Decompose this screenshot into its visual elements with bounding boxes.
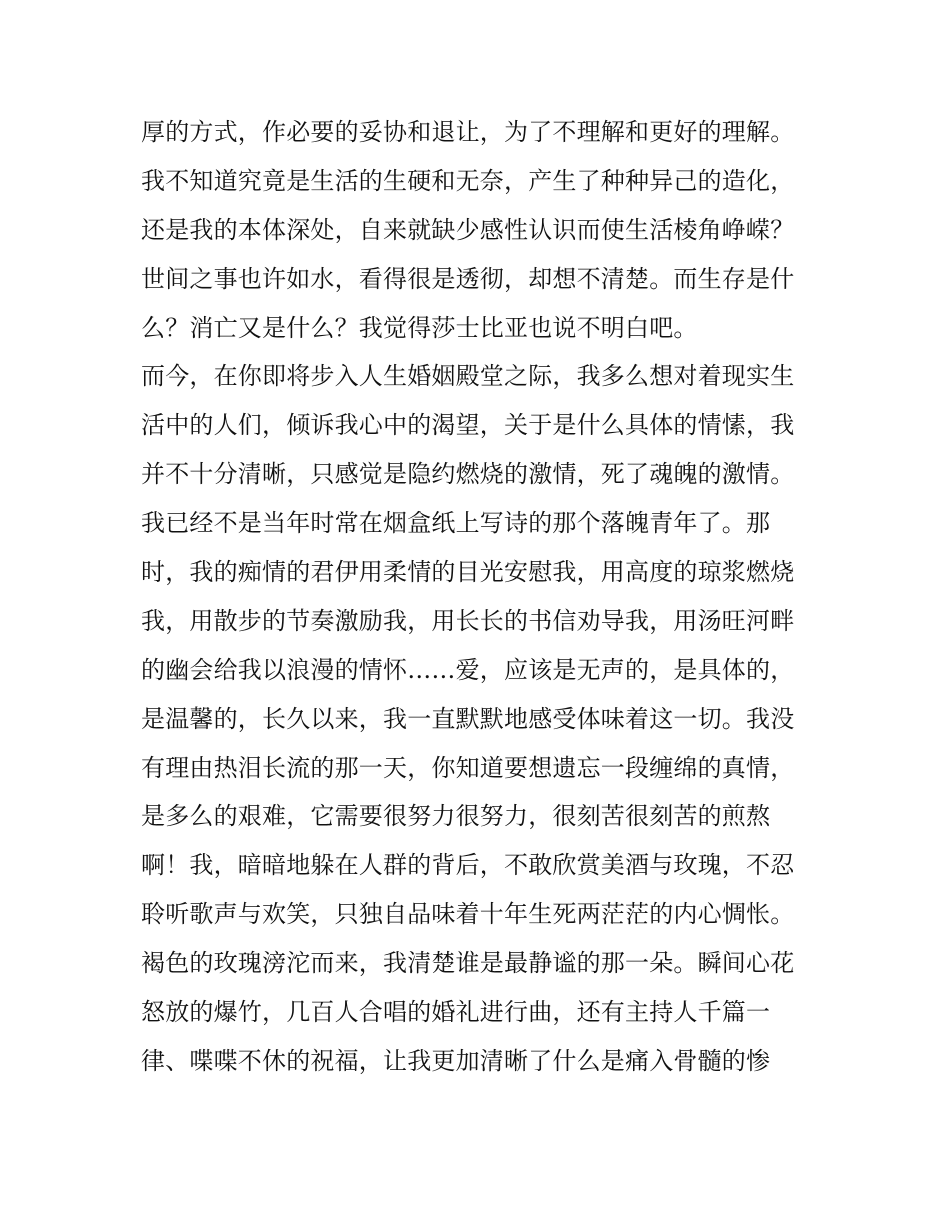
text-line: 时，我的痴情的君伊用柔情的目光安慰我，用高度的琼浆燃烧 xyxy=(141,558,795,587)
text-line: 啊！我，暗暗地躲在人群的背后，不敢欣赏美酒与玫瑰，不忍 xyxy=(141,851,795,880)
text-line: 我已经不是当年时常在烟盒纸上写诗的那个落魄青年了。那 xyxy=(141,509,771,538)
text-line: 聆听歌声与欢笑，只独自品味着十年生死两茫茫的内心惆怅。 xyxy=(141,900,795,929)
text-line: 的幽会给我以浪漫的情怀……爱，应该是无声的，是具体的， xyxy=(141,655,795,684)
text-line: 我不知道究竟是生活的生硬和无奈，产生了种种异己的造化， xyxy=(141,166,795,195)
text-line: 厚的方式，作必要的妥协和退让，为了不理解和更好的理解。 xyxy=(141,118,795,146)
text-line: 么？消亡又是什么？我觉得莎士比亚也说不明白吧。 xyxy=(141,313,698,342)
text-line: 有理由热泪长流的那一天，你知道要想遗忘一段缠绵的真情， xyxy=(141,753,795,782)
body-text xyxy=(141,108,821,1086)
text-line: 褐色的玫瑰滂沱而来，我清楚谁是最静谧的那一朵。瞬间心花 xyxy=(141,949,795,978)
text-line: 怒放的爆竹，几百人合唱的婚礼进行曲，还有主持人千篇一 xyxy=(141,998,771,1027)
text-line: 是温馨的，长久以来，我一直默默地感受体味着这一切。我没 xyxy=(141,704,795,733)
text-line: 活中的人们，倾诉我心中的渴望，关于是什么具体的情愫，我 xyxy=(141,411,795,440)
text-line: 世间之事也许如水，看得很是透彻，却想不清楚。而生存是什 xyxy=(141,264,795,293)
text-line: 而今，在你即将步入人生婚姻殿堂之际，我多么想对着现实生 xyxy=(141,362,795,391)
text-line: 还是我的本体深处，自来就缺少感性认识而使生活棱角峥嵘？ xyxy=(141,215,795,244)
text-line: 并不十分清晰，只感觉是隐约燃烧的激情，死了魂魄的激情。 xyxy=(141,460,795,489)
text-line: 律、喋喋不休的祝福，让我更加清晰了什么是痛入骨髓的惨 xyxy=(141,1046,771,1075)
text-line: 我，用散步的节奏激励我，用长长的书信劝导我，用汤旺河畔 xyxy=(141,606,795,635)
text-line: 是多么的艰难，它需要很努力很努力，很刻苦很刻苦的煎熬 xyxy=(141,802,771,831)
